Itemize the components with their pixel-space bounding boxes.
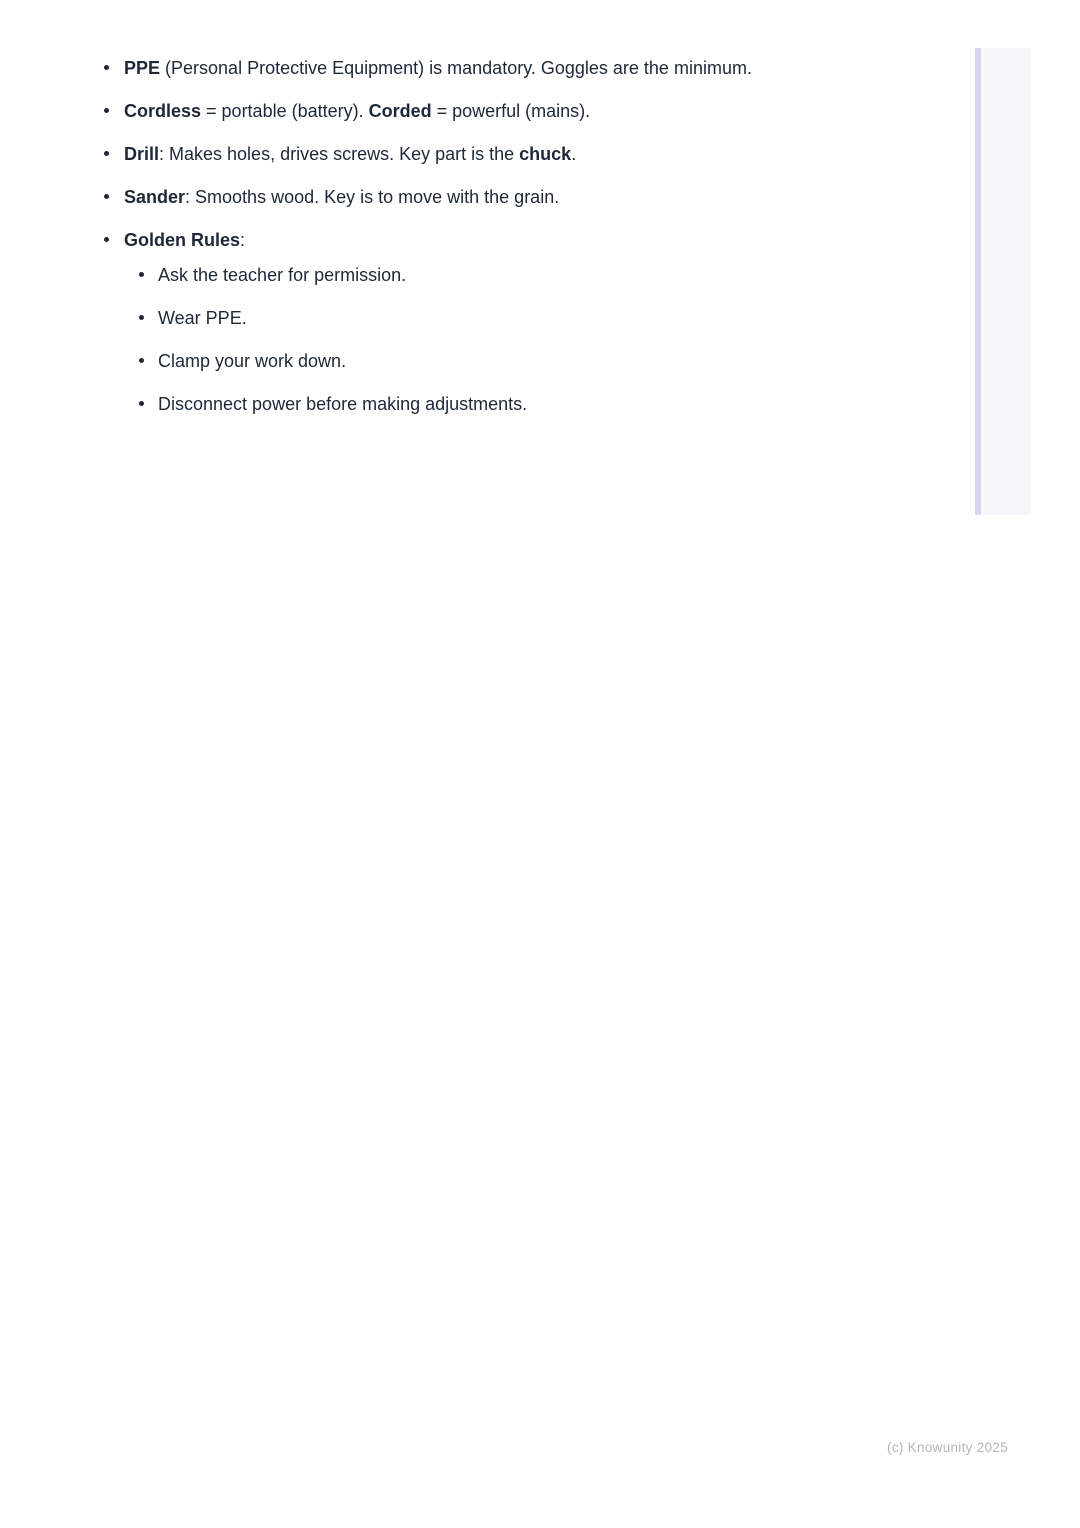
text-run: Disconnect power before making adjustments.	[158, 394, 528, 414]
text-run: :	[240, 230, 246, 250]
text-run: Ask the teacher for permission.	[158, 265, 407, 285]
sub-list-item	[158, 259, 752, 291]
bullet-list	[0, 52, 752, 431]
text-run: : Makes holes, drives screws. Key part is the	[159, 144, 520, 164]
text-run: = portable (battery).	[201, 101, 369, 121]
list-item	[124, 95, 752, 127]
list-item	[124, 138, 752, 170]
text-run: : Smooths wood. Key is to move with the grain.	[185, 187, 560, 207]
bold-text-run: Cordless	[124, 101, 202, 121]
sub-list-item	[158, 302, 752, 334]
text-run: Wear PPE.	[158, 308, 247, 328]
side-strip	[975, 48, 1031, 515]
bold-text-run: PPE	[124, 58, 161, 78]
bold-text-run: Sander	[124, 187, 186, 207]
sub-bullet-list	[124, 259, 752, 420]
bold-text-run: Golden Rules	[124, 230, 241, 250]
copyright-footer: (c) Knowunity 2025	[887, 1440, 1008, 1455]
bold-text-run: Corded	[368, 101, 432, 121]
bold-text-run: Drill	[124, 144, 160, 164]
text-run: = powerful (mains).	[431, 101, 591, 121]
bold-text-run: chuck	[519, 144, 572, 164]
list-item	[124, 224, 752, 420]
list-item	[124, 181, 752, 213]
sub-list-item	[158, 388, 752, 420]
sub-list-item	[158, 345, 752, 377]
text-run: (Personal Protective Equipment) is mandatory. Goggles are the minimum.	[160, 58, 752, 78]
text-run: Clamp your work down.	[158, 351, 347, 371]
list-item	[124, 52, 752, 84]
text-run: .	[571, 144, 577, 164]
